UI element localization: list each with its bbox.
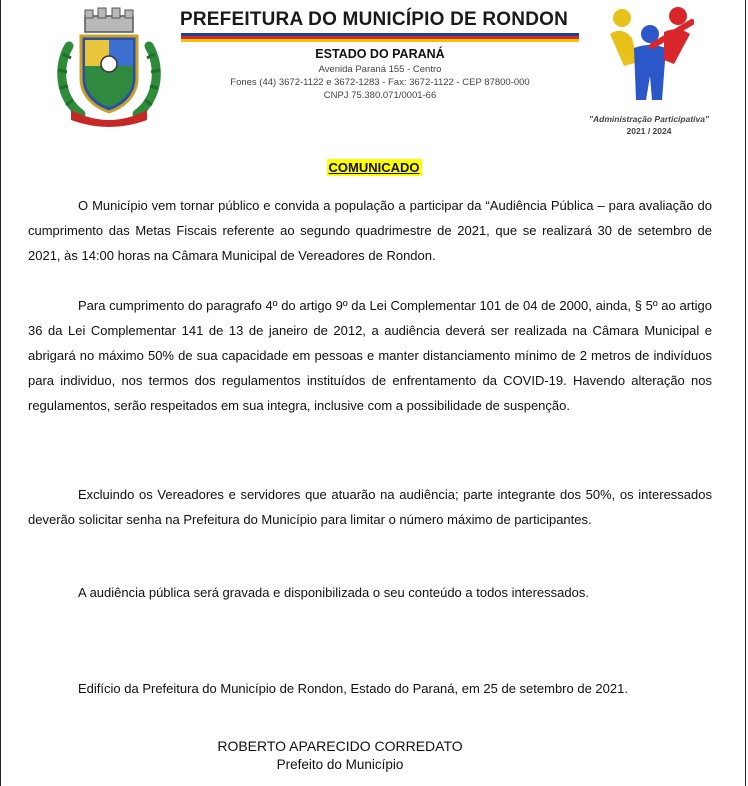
letterhead-title: PREFEITURA DO MUNICÍPIO DE RONDON	[180, 9, 569, 30]
paragraph-recording: A audiência pública será gravada e disponibilizada o seu conteúdo a todos interessados.	[78, 585, 589, 600]
letterhead-state: ESTADO DO PARANÁ	[315, 47, 445, 61]
letterhead-stripes	[181, 33, 579, 42]
paragraph-place-date: Edifício da Prefeitura do Município de Rondon, Estado do Paraná, em 25 de setembro de 2021.	[78, 681, 628, 696]
paragraph-participants: Excluindo os Vereadores e servidores que atuarão na audiência; parte integrante dos 50%, os interessados deverão solicitar senha na Prefeitura do Município para limitar o número máximo de participantes.	[28, 487, 712, 527]
municipal-coat-of-arms-icon	[55, 6, 163, 128]
paragraph-legal-basis: Para cumprimento do paragrafo 4º do artigo 9º da Lei Complementar 101 de 04 de 2000, ainda, § 5º ao artigo 36 da Lei Complementar 141 de 13 de janeiro de 2012, a audiência deverá ser realizada na Câmara Municipal e abrigará no máximo 50% de sua capacidade em pessoas e manter distanciamento mínimo de 2 metros de indivíduos para individuo, nos termos dos regulamentos instituídos de enfrentamento da COVID-19. Havendo alteração nos regulamentos, serão respeitados em sua integra, inclusive com a possibilidade de suspenção.	[28, 298, 712, 413]
participative-administration-logo-icon	[604, 4, 694, 104]
letterhead-address: Avenida Paraná 155 - Centro	[318, 64, 442, 75]
letterhead-years: 2021 / 2024	[626, 126, 672, 136]
letterhead-cnpj: CNPJ 75.380.071/0001-66	[323, 90, 437, 101]
signatory-name: ROBERTO APARECIDO CORREDATO	[217, 738, 463, 754]
heading-container	[0, 159, 748, 177]
letterhead-phones: Fones (44) 3672-1122 e 3672-1283 - Fax: 3672-1122 - CEP 87800-000	[230, 77, 530, 88]
stripe-yellow	[181, 39, 579, 42]
letterhead-motto: "Administração Participativa"	[588, 114, 710, 124]
letterhead	[0, 0, 748, 150]
paragraph-invitation: O Município vem tornar público e convida a população a participar da “Audiência Pública – para avaliação do cumprimento das Metas Fiscais referente ao segundo quadrimestre de 2021, que se realizará 30 de setembro de 2021, às 14:00 horas na Câmara Municipal de Vereadores de Rondon.	[28, 198, 712, 263]
signatory-role: Prefeito do Município	[276, 757, 404, 772]
document-heading: COMUNICADO	[328, 160, 420, 175]
